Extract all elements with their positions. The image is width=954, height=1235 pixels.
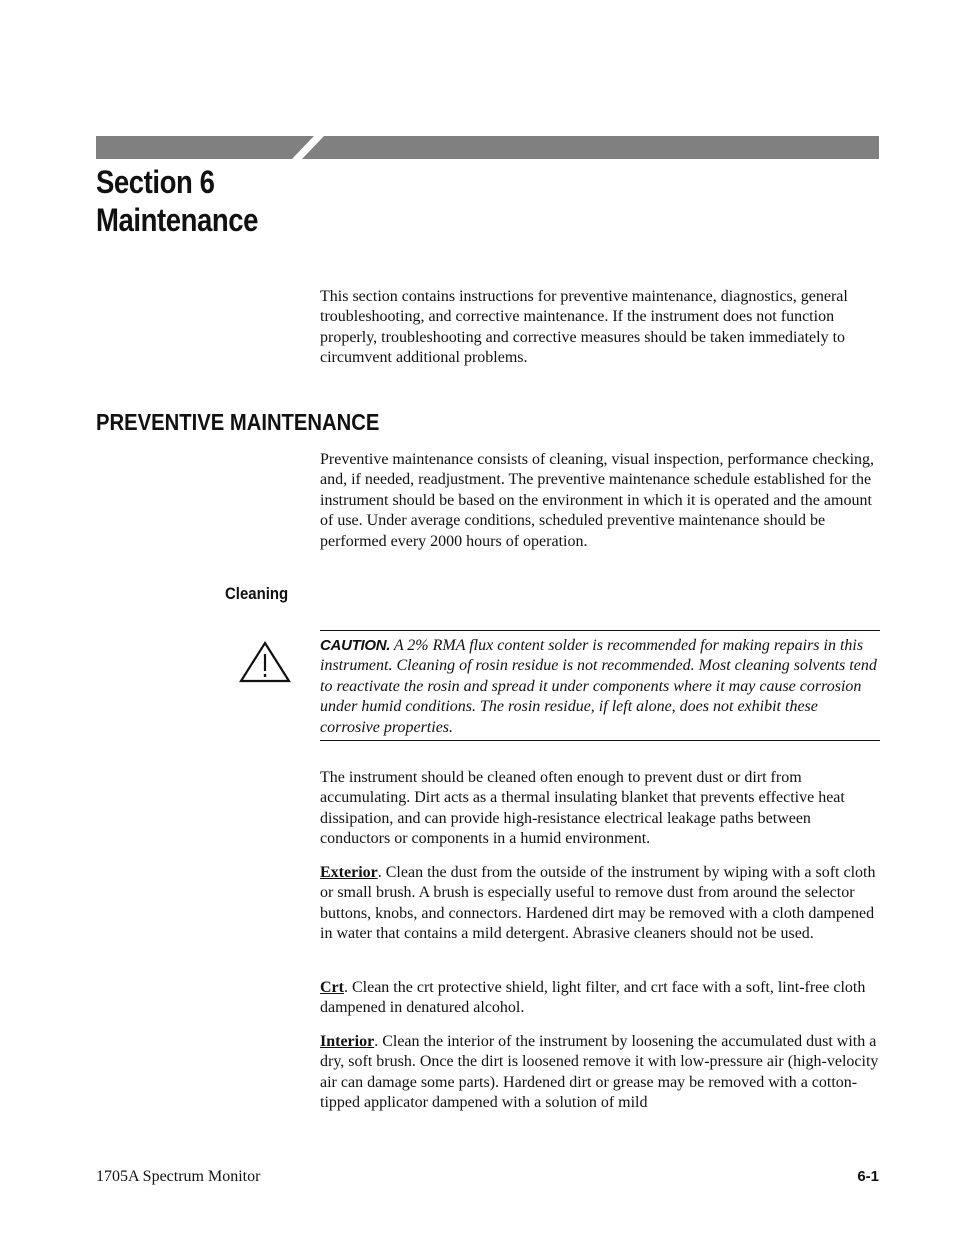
preventive-maintenance-heading: PREVENTIVE MAINTENANCE — [96, 409, 380, 435]
interior-run-head: Interior — [320, 1033, 375, 1050]
cleaning-heading: Cleaning — [225, 584, 289, 603]
cleaning-paragraph: The instrument should be cleaned often enough to prevent dust or dirt from accumulating. Dirt acts as a thermal insulating blanket that prevents effective heat dissipation, and can provide high-resistance electrical leakage paths between conductors or components in a humid environment. — [320, 769, 845, 848]
exterior-text: . Clean the dust from the outside of the instrument by wiping with a soft cloth or small brush. A brush is especially useful to remove dust from around the selector buttons, knobs, and connectors. Hardened dirt may be removed with a cloth dampened in water that contains a mild detergent. Abrasive cleaners should not be used. — [320, 864, 876, 943]
caution-bottom-rule — [320, 740, 880, 741]
intro-paragraph: This section contains instructions for preventive maintenance, diagnostics, general troubleshooting, and corrective maintenance. If the instrument does not function properly, troubleshooting and corrective measures should be taken immediately to circumvent additional problems. — [320, 288, 848, 367]
section-header-bar — [96, 136, 879, 159]
section-title — [96, 163, 258, 239]
section-name: Maintenance — [96, 202, 258, 238]
exterior-run-head: Exterior — [320, 864, 378, 881]
caution-top-rule — [320, 630, 880, 631]
caution-label: CAUTION. — [320, 637, 391, 654]
crt-paragraph — [320, 978, 882, 1019]
caution-note — [320, 636, 880, 738]
footer-manual-title: 1705A Spectrum Monitor — [96, 1168, 261, 1185]
exterior-paragraph — [320, 863, 882, 945]
interior-paragraph — [320, 1032, 882, 1114]
caution-text: A 2% RMA flux content solder is recommended for making repairs in this instrument. Cleaning of rosin residue is not recommended. Most cleaning solvents tend to reactivate the rosin and spread it under components where it may cause corrosion under humid conditions. The rosin residue, if left alone, does not exhibit these corrosive properties. — [320, 637, 877, 736]
crt-run-head: Crt — [320, 979, 344, 996]
crt-text: . Clean the crt protective shield, light filter, and crt face with a soft, lint-free cloth dampened in denatured alcohol. — [320, 979, 866, 1017]
section-number: Section 6 — [96, 164, 215, 200]
interior-text: . Clean the interior of the instrument by loosening the accumulated dust with a dry, soft brush. Once the dirt is loosened remove it with low-pressure air (high-velocity air can damage some parts). Hardened dirt or grease may be removed with a cotton-tipped applicator dampened with a solution of mild — [320, 1033, 879, 1112]
preventive-maintenance-paragraph: Preventive maintenance consists of cleaning, visual inspection, performance checking, and, if needed, readjustment. The preventive maintenance schedule established for the instrument should be based on the environment in which it is operated and the amount of use. Under average conditions, scheduled preventive maintenance should be performed every 2000 hours of operation. — [320, 451, 875, 550]
warning-triangle-icon — [238, 640, 292, 684]
footer-page-number: 6-1 — [857, 1168, 879, 1185]
